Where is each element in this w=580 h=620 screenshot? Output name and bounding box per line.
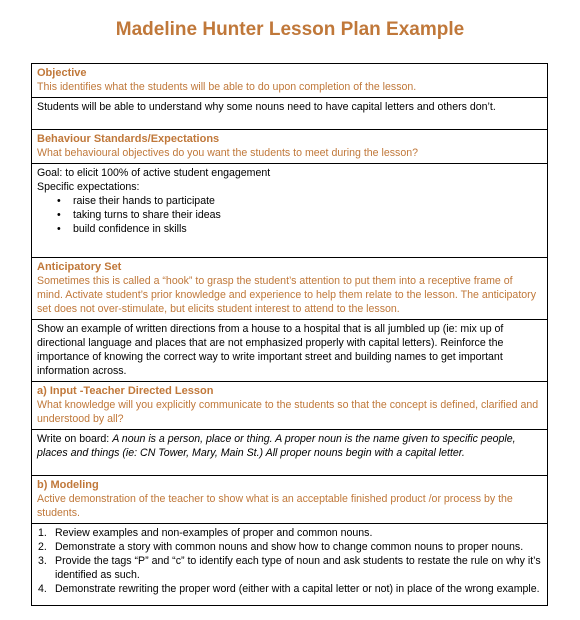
input-subtitle: What knowledge will you explicitly communicate to the students so that the concept is defined, clarified and understood by all? <box>37 399 539 425</box>
list-item <box>38 540 541 554</box>
modeling-body-cell <box>32 524 548 606</box>
step-text: Review examples and non-examples of proper and common nouns. <box>55 527 373 539</box>
behaviour-header-cell <box>32 130 548 164</box>
modeling-subtitle: Active demonstration of the teacher to show what is an acceptable finished product /or process by the students. <box>37 493 513 519</box>
objective-heading: Objective <box>37 67 87 79</box>
anticipatory-header-row <box>32 258 548 320</box>
step-text: Demonstrate a story with common nouns and show how to change common nouns to proper nouns. <box>55 541 524 553</box>
modeling-heading: b) Modeling <box>37 479 99 491</box>
input-heading: a) Input -Teacher Directed Lesson <box>37 385 214 397</box>
anticipatory-heading: Anticipatory Set <box>37 261 122 273</box>
list-item: • build confidence in skills <box>73 222 541 236</box>
input-body-definition: A noun is a person, place or thing. A proper noun is the name given to specific people, places and things (ie: CN Tower, Mary, Main St.) All proper nouns begin with a capital letter. <box>37 433 516 459</box>
objective-subtitle: This identifies what the students will be able to do upon completion of the lesson. <box>37 81 417 93</box>
step-number: 2. <box>38 541 47 553</box>
behaviour-expectations-list <box>37 194 541 236</box>
behaviour-goal: Goal: to elicit 100% of active student engagement <box>37 167 271 179</box>
anticipatory-body-row <box>32 320 548 382</box>
input-header-row <box>32 382 548 430</box>
behaviour-header-row <box>32 130 548 164</box>
step-number: 4. <box>38 583 47 595</box>
input-body-cell <box>32 430 548 476</box>
list-item: • taking turns to share their ideas <box>73 208 541 222</box>
behaviour-body-cell <box>32 164 548 258</box>
modeling-steps-list <box>37 526 541 596</box>
list-item <box>38 526 541 540</box>
objective-body-cell <box>32 98 548 130</box>
list-item: • raise their hands to participate <box>73 194 541 208</box>
input-body <box>37 432 541 460</box>
modeling-body-row <box>32 524 548 606</box>
behaviour-specific-label: Specific expectations: <box>37 181 140 193</box>
step-text: Provide the tags “P” and “c” to identify each type of noun and ask students to restate the rule on why it’s identified as such. <box>55 555 541 581</box>
objective-body-row <box>32 98 548 130</box>
input-body-row <box>32 430 548 476</box>
step-number: 3. <box>38 555 47 567</box>
step-text: Demonstrate rewriting the proper word (either with a capital letter or not) in place of the wrong example. <box>55 583 540 595</box>
input-header-cell <box>32 382 548 430</box>
list-item <box>38 582 541 596</box>
step-number: 1. <box>38 527 47 539</box>
anticipatory-body-cell <box>32 320 548 382</box>
objective-header-row <box>32 64 548 98</box>
anticipatory-subtitle: Sometimes this is called a “hook” to grasp the student’s attention to put them into a receptive frame of mind. Activate student’s prior knowledge and experience to help them relate to the lesson. The anticipatory set does not over-stimulate, but elicits student interest to attend to the lesson. <box>37 275 536 315</box>
behaviour-body-row <box>32 164 548 258</box>
document-title: Madeline Hunter Lesson Plan Example <box>115 19 465 40</box>
input-body-prefix: Write on board: <box>37 433 113 445</box>
anticipatory-header-cell <box>32 258 548 320</box>
behaviour-heading: Behaviour Standards/Expectations <box>37 133 220 145</box>
modeling-header-row <box>32 476 548 524</box>
behaviour-subtitle: What behavioural objectives do you want the students to meet during the lesson? <box>37 147 419 159</box>
list-item <box>38 554 541 582</box>
objective-header-cell <box>32 64 548 98</box>
anticipatory-body: Show an example of written directions from a house to a hospital that is all jumbled up (ie: mix up of directional language and places that are not emphasized properly with capital letters). Reinforce the importance of knowing the correct way to write important street and building names to get important information across. <box>37 323 504 377</box>
modeling-header-cell <box>32 476 548 524</box>
objective-body: Students will be able to understand why some nouns need to have capital letters and others don’t. <box>37 101 496 113</box>
lesson-plan-table <box>31 63 548 606</box>
